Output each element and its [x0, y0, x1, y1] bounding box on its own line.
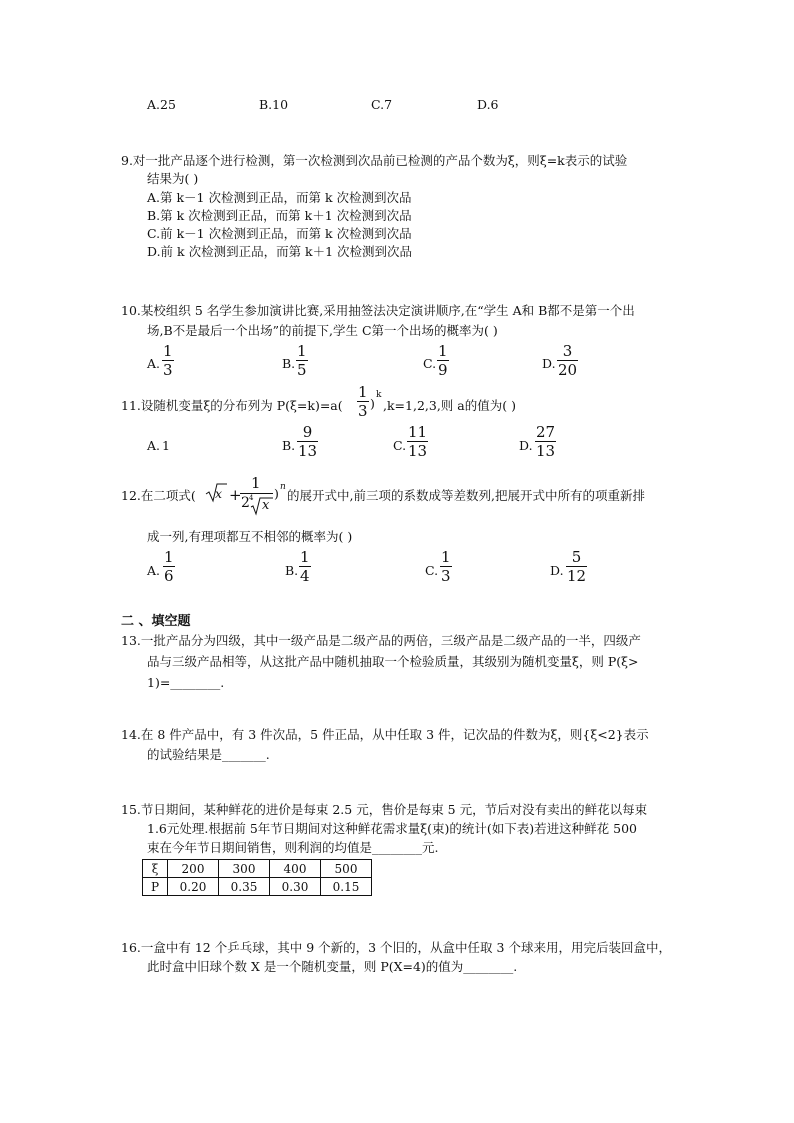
- denominator: 13: [298, 442, 318, 460]
- option-c-fraction: [407, 424, 428, 460]
- question-9-text-line1: 9.对一批产品逐个进行检测，第一次检测到次品前已检测的产品个数为ξ，则ξ=k表示的试验: [121, 153, 628, 168]
- exponent: k: [376, 390, 382, 400]
- denominator: 3: [441, 567, 451, 585]
- option-a-fraction: [163, 549, 175, 585]
- table-row: [143, 878, 372, 896]
- numerator: 5: [571, 548, 582, 566]
- numerator: 1: [438, 342, 448, 360]
- question-12-text-suffix: 的展开式中,前三项的系数成等差数列,把展开式中所有的项重新排: [287, 488, 645, 503]
- numerator: 1: [163, 342, 173, 360]
- denominator: 12: [567, 567, 587, 585]
- table-cell: 0.35: [219, 878, 270, 896]
- option-a-fraction: [162, 343, 174, 379]
- option-d-label: D.: [550, 563, 564, 578]
- distribution-table: [142, 859, 372, 896]
- option-c-label: C.: [425, 563, 439, 578]
- option-d-label: D.: [542, 356, 556, 371]
- option-a-label: A.: [147, 438, 161, 453]
- table-cell: P: [143, 878, 168, 896]
- question-13-text-line2: 品与三级产品相等，从这批产品中随机抽取一个检验质量，其级别为随机变量ξ，则 P(ξ>: [147, 654, 639, 669]
- question-12-text-line2: 成一列,有理项都互不相邻的概率为( ): [147, 529, 353, 544]
- table-cell: ξ: [143, 860, 168, 878]
- numerator: 3: [562, 342, 573, 360]
- option-d-fraction: [535, 424, 556, 460]
- option-d-label: D.: [519, 438, 533, 453]
- question-13-text-line1: 13.一批产品分为四级，其中一级产品是二级产品的两倍，三级产品是二级产品的一半，四级产: [121, 633, 641, 648]
- close-paren: ): [370, 396, 375, 411]
- option-b-label: B.: [285, 563, 299, 578]
- fraction-bar: [240, 493, 273, 494]
- denominator: 20: [558, 361, 578, 379]
- numerator: 1: [358, 383, 368, 401]
- option-b-fraction: [297, 424, 318, 460]
- option-b: B.10: [259, 97, 289, 112]
- question-11-fraction: [357, 384, 369, 420]
- denominator: 6: [164, 567, 174, 585]
- exponent: n: [280, 482, 286, 492]
- option-b: B.第 k 次检测到正品，而第 k＋1 次检测到次品: [147, 208, 412, 223]
- denominator: 13: [408, 442, 428, 460]
- option-a: A.第 k－1 次检测到正品，而第 k 次检测到次品: [147, 190, 412, 205]
- numerator: 1: [300, 548, 310, 566]
- option-c-fraction: [437, 343, 449, 379]
- question-10-text-line2: 场,B不是最后一个出场”的前提下,学生 C第一个出场的概率为( ): [147, 323, 498, 338]
- numerator: 1: [297, 342, 307, 360]
- question-12-text-prefix: 12.在二项式(: [121, 488, 196, 503]
- numerator: 1: [164, 548, 174, 566]
- question-11-text-prefix: 11.设随机变量ξ的分布列为 P(ξ=k)=a(: [121, 398, 343, 413]
- option-a-label: A.: [147, 356, 161, 371]
- question-11-text-suffix: ,k=1,2,3,则 a的值为( ): [383, 398, 516, 413]
- section-title: 二 、填空题: [121, 614, 191, 629]
- fraction-denominator-coefficient: 2: [241, 495, 250, 511]
- table-cell: 0.15: [321, 878, 372, 896]
- question-10-text-line1: 10.某校组织 5 名学生参加演讲比赛,采用抽签法决定演讲顺序,在“学生 A和 B都不是第一个出: [121, 303, 635, 318]
- denominator: 3: [163, 361, 173, 379]
- question-13-text-line3: 1)=________.: [147, 675, 225, 690]
- plus-sign: +: [229, 486, 242, 504]
- question-15-text-line2: 1.6元处理.根据前 5年节日期间对这种鲜花需求量ξ(束)的统计(如下表)若进这种鲜花 500: [147, 821, 638, 836]
- close-paren: ): [274, 486, 279, 501]
- numerator: 11: [408, 423, 428, 441]
- question-15-text-line1: 15.节日期间，某种鲜花的进价是每束 2.5 元，售价是每束 5 元，节后对没有卖出的鲜花以每束: [121, 802, 648, 817]
- table-cell: 0.30: [270, 878, 321, 896]
- denominator: 3: [358, 402, 368, 420]
- option-d: D.前 k 次检测到正品，而第 k＋1 次检测到次品: [147, 244, 413, 259]
- option-c-label: C.: [423, 356, 437, 371]
- denominator: 13: [536, 442, 556, 460]
- question-9-text-line2: 结果为( ): [147, 171, 199, 186]
- option-b-label: B.: [282, 438, 296, 453]
- option-b-fraction: [299, 549, 311, 585]
- numerator: 1: [441, 548, 451, 566]
- root-index: 4: [249, 494, 254, 502]
- table-row: [143, 860, 372, 878]
- table-cell: 200: [168, 860, 219, 878]
- question-16-text-line1: 16.一盒中有 12 个乒乓球，其中 9 个新的，3 个旧的，从盒中任取 3 个球来用，用完后装回盒中，: [121, 940, 671, 955]
- option-c-fraction: [440, 549, 452, 585]
- option-a: A.25: [147, 97, 176, 112]
- option-d: D.6: [477, 97, 499, 112]
- numerator: 27: [536, 423, 556, 441]
- denominator: 4: [300, 567, 310, 585]
- fourth-root-radicand: x: [262, 498, 270, 513]
- denominator: 5: [297, 361, 307, 379]
- table-cell: 400: [270, 860, 321, 878]
- table-cell: 0.20: [168, 878, 219, 896]
- table-cell: 500: [321, 860, 372, 878]
- option-c-label: C.: [393, 438, 407, 453]
- sqrt-radicand: x: [215, 486, 223, 501]
- option-a-label: A.: [147, 563, 161, 578]
- numerator: 9: [302, 423, 313, 441]
- fraction-numerator: 1: [251, 474, 261, 492]
- option-c: C.7: [371, 97, 393, 112]
- option-b-fraction: [296, 343, 308, 379]
- question-14-text-line1: 14.在 8 件产品中，有 3 件次品，5 件正品，从中任取 3 件，记次品的件数为ξ，则{ξ<2}表示: [121, 727, 649, 742]
- question-16-text-line2: 此时盒中旧球个数 X 是一个随机变量，则 P(X=4)的值为________.: [147, 959, 518, 974]
- option-c: C.前 k－1 次检测到正品，而第 k 次检测到次品: [147, 226, 412, 241]
- option-b-label: B.: [282, 356, 296, 371]
- question-15-text-line3: 束在今年节日期间销售，则利润的均值是________元.: [147, 840, 439, 855]
- table-cell: 300: [219, 860, 270, 878]
- option-d-fraction: [557, 343, 578, 379]
- option-a-value: 1: [162, 438, 170, 453]
- denominator: 9: [438, 361, 448, 379]
- option-d-fraction: [566, 549, 587, 585]
- question-14-text-line2: 的试验结果是_______.: [147, 747, 270, 762]
